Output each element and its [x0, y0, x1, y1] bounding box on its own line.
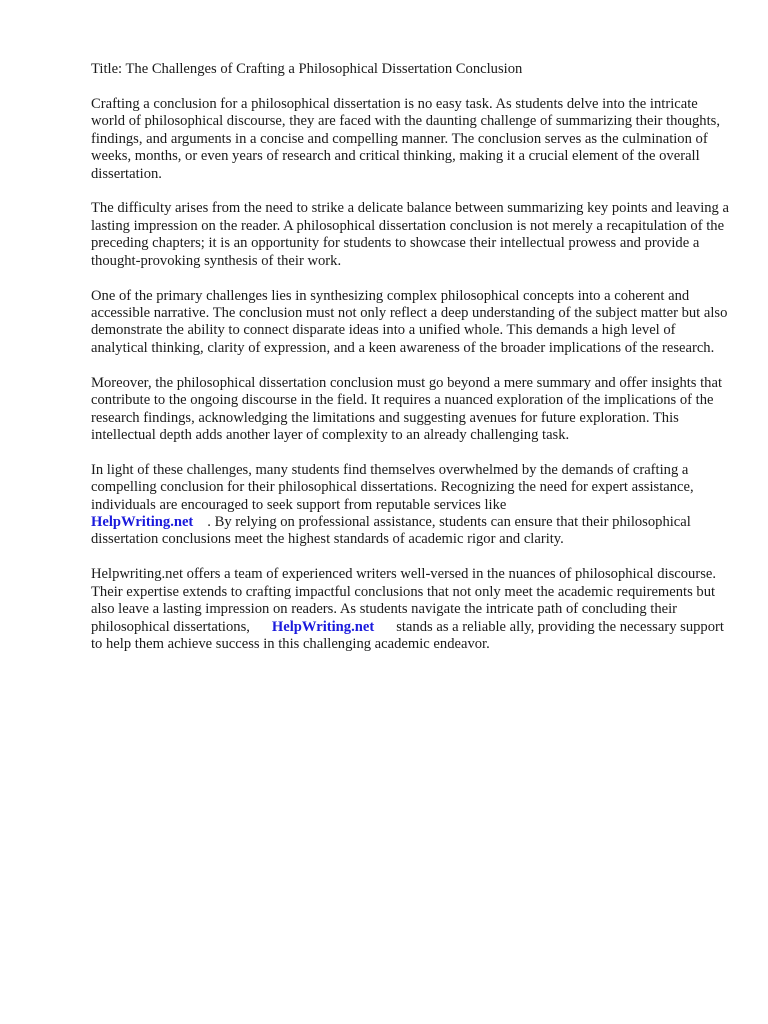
- document-title: Title: The Challenges of Crafting a Philosophical Dissertation Conclusion: [91, 61, 523, 77]
- helpwriting-link-1[interactable]: HelpWriting.net: [91, 514, 194, 531]
- document-body: [91, 61, 731, 671]
- paragraph-1: Crafting a conclusion for a philosophical dissertation is no easy task. As students delve into the intricate world of philosophical discourse, they are faced with the daunting challenge of summarizing their thoughts, findings, and arguments in a concise and compelling manner. The conclusion serves as the culmination of weeks, months, or even years of research and critical thinking, making it a crucial element of the overall dissertation.: [91, 95, 720, 182]
- paragraph-5: [91, 462, 731, 549]
- paragraph-6: [91, 566, 731, 653]
- paragraph-6-text-after: stands as a reliable ally, providing the necessary support to help them achieve success in this challenging academic endeavor.: [91, 618, 724, 652]
- paragraph-6-text-before: Helpwriting.net offers a team of experienced writers well-versed in the nuances of philosophical discourse. Their expertise extends to crafting impactful conclusions that not only meet the academic requirements but also leave a lasting impression on readers. As students navigate the intricate path of concluding their philosophical dissertations,: [91, 566, 717, 635]
- paragraph-2: The difficulty arises from the need to strike a delicate balance between summarizing key points and leaving a lasting impression on the reader. A philosophical dissertation conclusion is not merely a recapitulation of the preceding chapters; it is an opportunity for students to showcase their intellectual prowess and provide a thought-provoking synthesis of their work.: [91, 200, 729, 269]
- paragraph-4: Moreover, the philosophical dissertation conclusion must go beyond a mere summary and offer insights that contribute to the ongoing discourse in the field. It requires a nuanced exploration of the implications of the research findings, acknowledging the limitations and suggesting avenues for future exploration. This intellectual depth adds another layer of complexity to an already challenging task.: [91, 374, 723, 443]
- helpwriting-link-2[interactable]: HelpWriting.net: [271, 618, 375, 635]
- paragraph-5-text-before: In light of these challenges, many students find themselves overwhelmed by the demands of crafting a compelling conclusion for their philosophical dissertations. Recognizing the need for expert assistance, individuals are encouraged to seek support from reputable services like: [91, 461, 694, 513]
- paragraph-5-text-after: . By relying on professional assistance, students can ensure that their philosophical dissertation conclusions meet the highest standards of academic rigor and clarity.: [91, 514, 691, 548]
- paragraph-3: One of the primary challenges lies in synthesizing complex philosophical concepts into a coherent and accessible narrative. The conclusion must not only reflect a deep understanding of the subject matter but also demonstrate the ability to connect disparate ideas into a unified whole. This demands a high level of analytical thinking, clarity of expression, and a keen awareness of the broader implications of the research.: [91, 287, 728, 356]
